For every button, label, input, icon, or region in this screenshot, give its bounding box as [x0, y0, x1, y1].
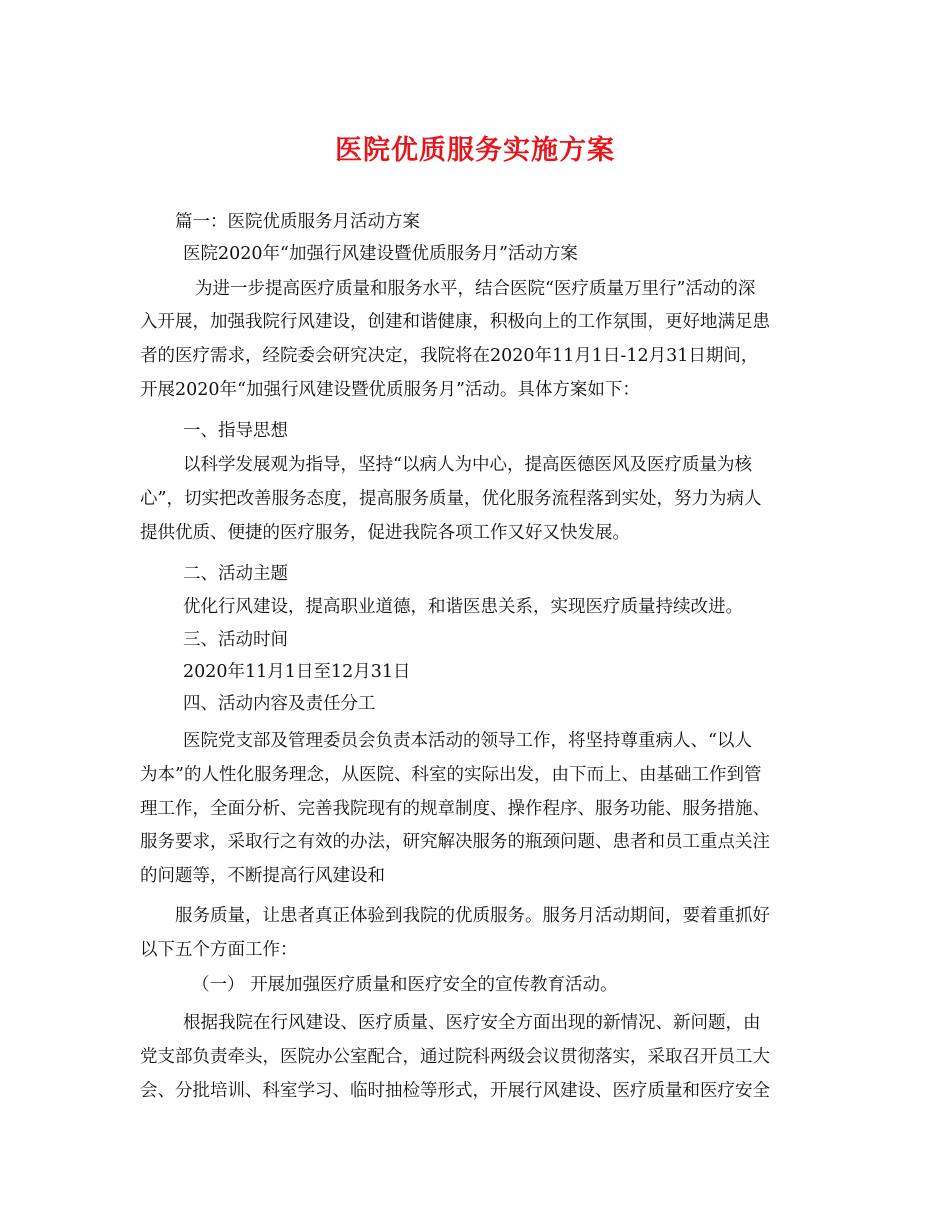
- paragraph-line: 根据我院在行风建设、医疗质量、医疗安全方面出现的新情况、新问题，由: [183, 1013, 761, 1033]
- section-heading: 三、活动时间: [183, 630, 288, 650]
- paragraph-line: 医院党支部及管理委员会负责本活动的领导工作，将坚持尊重病人、“以人: [183, 731, 752, 751]
- paragraph-line: 以下五个方面工作：: [140, 940, 298, 960]
- paragraph-line: 2020年11月1日至12月31日: [183, 662, 411, 682]
- paragraph-line: 入开展，加强我院行风建设，创建和谐健康，积极向上的工作氛围，更好地满足患: [140, 312, 770, 332]
- paragraph-line: 理工作，全面分析、完善我院现有的规章制度、操作程序、服务功能、服务措施、: [140, 799, 770, 819]
- paragraph-line: 优化行风建设，提高职业道德，和谐医患关系，实现医疗质量持续改进。: [183, 597, 743, 617]
- paragraph-line: 党支部负责牵头，医院办公室配合，通过院科两级会议贯彻落实，采取召开员工大: [140, 1047, 770, 1067]
- paragraph-line: 会、分批培训、科室学习、临时抽检等形式，开展行风建设、医疗质量和医疗安全: [140, 1081, 770, 1101]
- section-heading: 四、活动内容及责任分工: [183, 694, 376, 714]
- paragraph-line: 的问题等，不断提高行风建设和: [140, 866, 385, 886]
- paragraph-line: 提供优质、便捷的医疗服务，促进我院各项工作又好又快发展。: [140, 523, 630, 543]
- paragraph-line: 以科学发展观为指导，坚持“以病人为中心，提高医德医风及医疗质量为核: [183, 455, 752, 475]
- paragraph-line: 服务要求，采取行之有效的办法，研究解决服务的瓶颈问题、患者和员工重点关注: [140, 832, 770, 852]
- paragraph-line: 为进一步提高医疗质量和服务水平，结合医院“医疗质量万里行”活动的深: [195, 279, 756, 299]
- paragraph-line: 心”，切实把改善服务态度，提高服务质量，优化服务流程落到实处，努力为病人: [140, 489, 762, 509]
- paragraph-line: 服务质量，让患者真正体验到我院的优质服务。服务月活动期间，要着重抓好: [175, 906, 770, 926]
- subsection-heading: （一） 开展加强医疗质量和医疗安全的宣传教育活动。: [192, 975, 618, 995]
- section-heading: 一、指导思想: [183, 421, 288, 441]
- section-heading: 篇一：医院优质服务月活动方案: [175, 212, 420, 232]
- subtitle-line: 医院2020年“加强行风建设暨优质服务月”活动方案: [183, 244, 578, 264]
- paragraph-line: 者的医疗需求，经院委会研究决定，我院将在2020年11月1日-12月31日期间，: [140, 346, 759, 366]
- paragraph-line: 开展2020年“加强行风建设暨优质服务月”活动。具体方案如下：: [140, 380, 640, 400]
- paragraph-line: 为本”的人性化服务理念，从医院、科室的实际出发，由下而上、由基础工作到管: [140, 765, 762, 785]
- section-heading: 二、活动主题: [183, 564, 288, 584]
- document-title: 医院优质服务实施方案: [335, 135, 615, 166]
